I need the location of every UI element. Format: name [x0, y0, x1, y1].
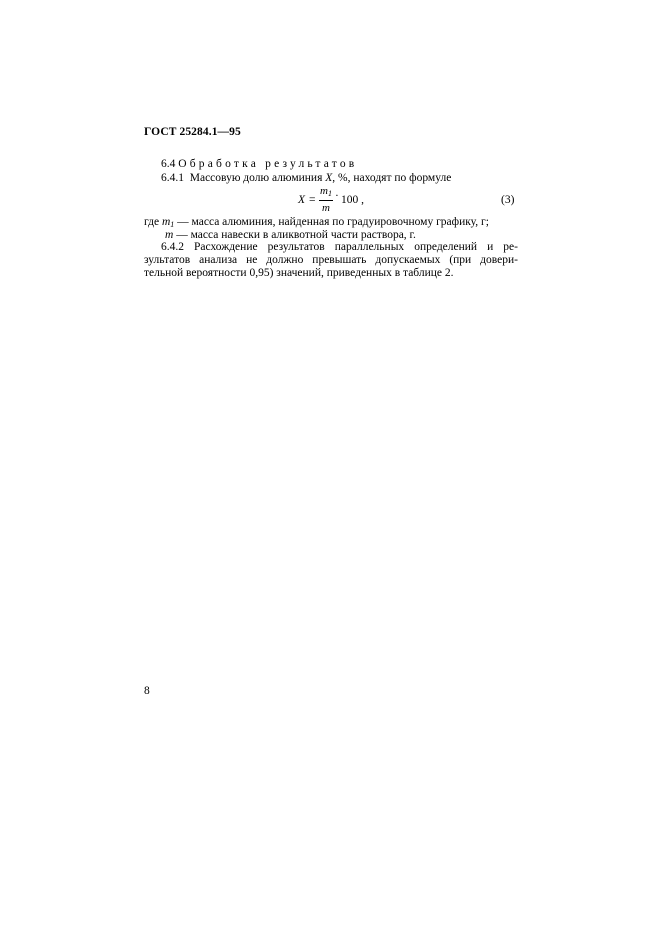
where-line-2-text: — масса навески в аликвотной части раствора, г. — [173, 229, 416, 241]
section-title: Обработка результатов — [178, 158, 358, 170]
equation-number: (3) — [501, 194, 515, 206]
page-number: 8 — [144, 685, 150, 697]
paragraph-6-4-2-line-2: зультатов анализа не должно превышать допускаемых (при довери- — [144, 254, 518, 266]
where-line-2 — [165, 229, 416, 241]
formula-numerator: $m_1$ — [320, 185, 332, 198]
fraction-bar — [319, 200, 333, 201]
variable-m: m — [165, 229, 174, 241]
variable-x: X — [325, 172, 333, 184]
paragraph-text-after: , %, находят по формуле — [332, 172, 452, 184]
variable-m1: $m_1$ — [161, 216, 175, 229]
paragraph-text-before: Массовую долю алюминия — [189, 172, 326, 184]
where-intro: где — [144, 216, 162, 228]
paragraph-number: 6.4.1 — [161, 172, 184, 184]
document-header: ГОСТ 25284.1—95 — [144, 126, 241, 138]
paragraph-6-4-2-line-3: тельной вероятности 0,95) значений, приведенных в таблице 2. — [144, 267, 454, 279]
formula-factor: 100 , — [341, 194, 364, 206]
paragraph-6-4-2-line-1: 6.4.2 Расхождение результатов параллельных определений и ре- — [161, 241, 518, 253]
section-number: 6.4 — [161, 158, 176, 170]
formula — [298, 187, 388, 217]
where-line-1-text: — масса алюминия, найденная по градуировочному графику, г; — [174, 216, 489, 228]
formula-equals: = — [309, 194, 316, 206]
where-line-1 — [144, 216, 489, 228]
formula-lhs: X — [298, 194, 306, 206]
section-heading — [161, 158, 357, 170]
paragraph-6-4-1 — [161, 172, 451, 184]
formula-denominator: m — [322, 202, 330, 214]
formula-dot: · — [335, 190, 339, 202]
